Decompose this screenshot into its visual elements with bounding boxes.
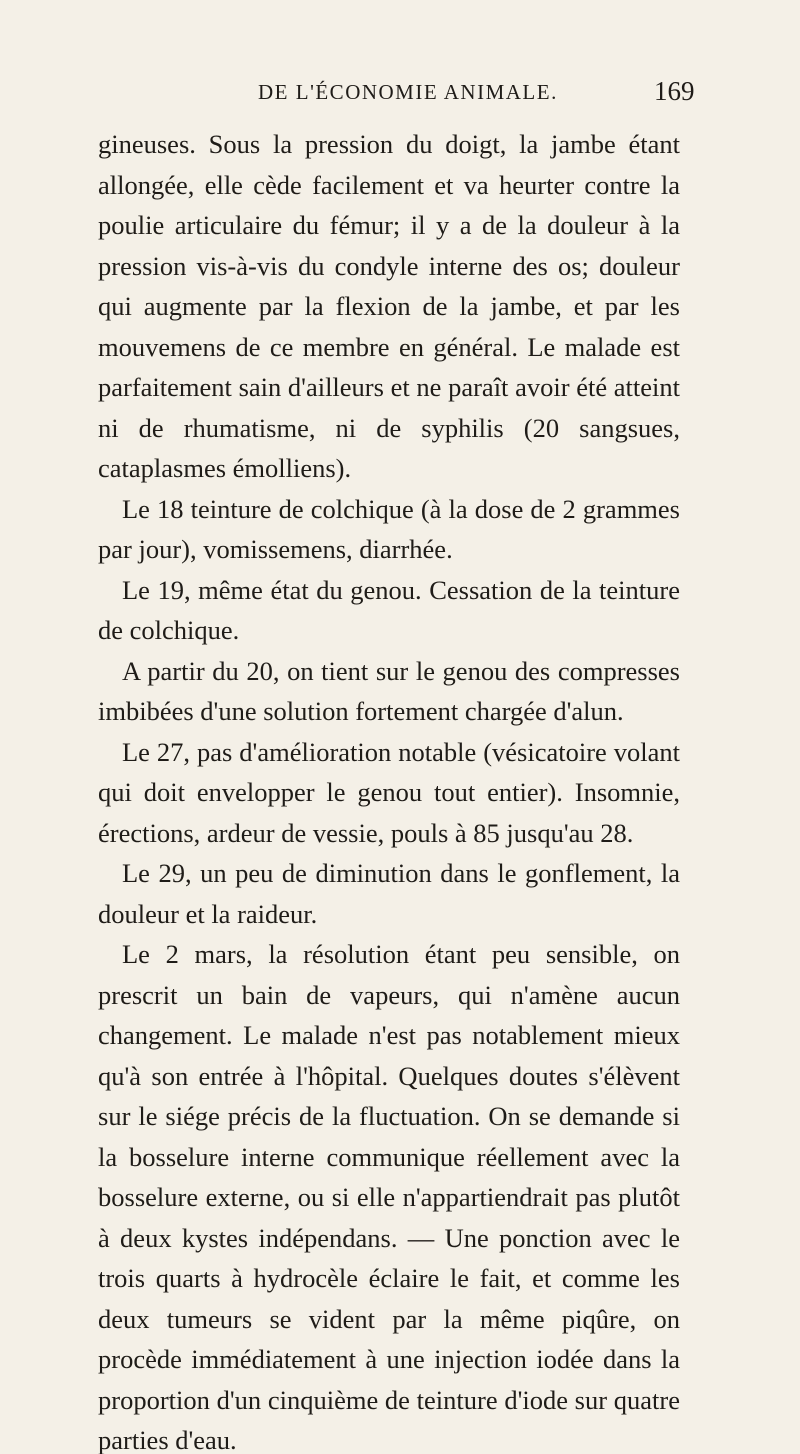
paragraph: gineuses. Sous la pression du doigt, la jambe étant allongée, elle cède facilement et va heurter contre la poulie articulaire du fémur; il y a de la douleur à la pression vis-à-vis du condyle interne des os; douleur qui augmente par la flexion de la jambe, et par les mouvemens de ce membre en général. Le malade est parfaitement sain d'ailleurs et ne paraît avoir été atteint ni de rhumatisme, ni de syphilis (20 sangsues, cataplasmes émolliens). [98,129,680,483]
paragraph: Le 18 teinture de colchique (à la dose de 2 grammes par jour), vomissemens, diarrhée. [98,493,680,564]
running-head: DE L'ÉCONOMIE ANIMALE. [258,80,558,104]
paragraph: Le 2 mars, la résolution étant peu sensible, on prescrit un bain de vapeurs, qui n'amène aucun changement. Le malade n'est pas notablement mieux qu'à son entrée à l'hôpital. Quelques doutes s'élèvent sur le siége précis de la fluctuation. On se demande si la bosselure interne communique réellement avec la bosselure externe, ou si elle n'appartiendrait pas plutôt à deux kystes indépendans. — Une ponction avec le trois quarts à hydrocèle éclaire le fait, et comme les deux tumeurs se vident par la même piqûre, on procède immédiatement à une injection iodée dans la proportion d'un cinquième de teinture d'iode sur quatre parties d'eau. [98,939,680,1454]
paragraph: Le 27, pas d'amélioration notable (vésicatoire volant qui doit envelopper le genou tout entier). Insomnie, érections, ardeur de vessie, pouls à 85 jusqu'au 28. [98,736,680,848]
page-header [0,76,800,120]
paragraph: Le 19, même état du genou. Cessation de la teinture de colchique. [98,574,680,645]
paragraph: Le 29, un peu de diminution dans le gonflement, la douleur et la raideur. [98,858,680,929]
page-number: 169 [654,76,695,106]
body-text [98,124,680,1454]
paragraph: A partir du 20, on tient sur le genou des compresses imbibées d'une solution fortement chargée d'alun. [98,655,680,726]
